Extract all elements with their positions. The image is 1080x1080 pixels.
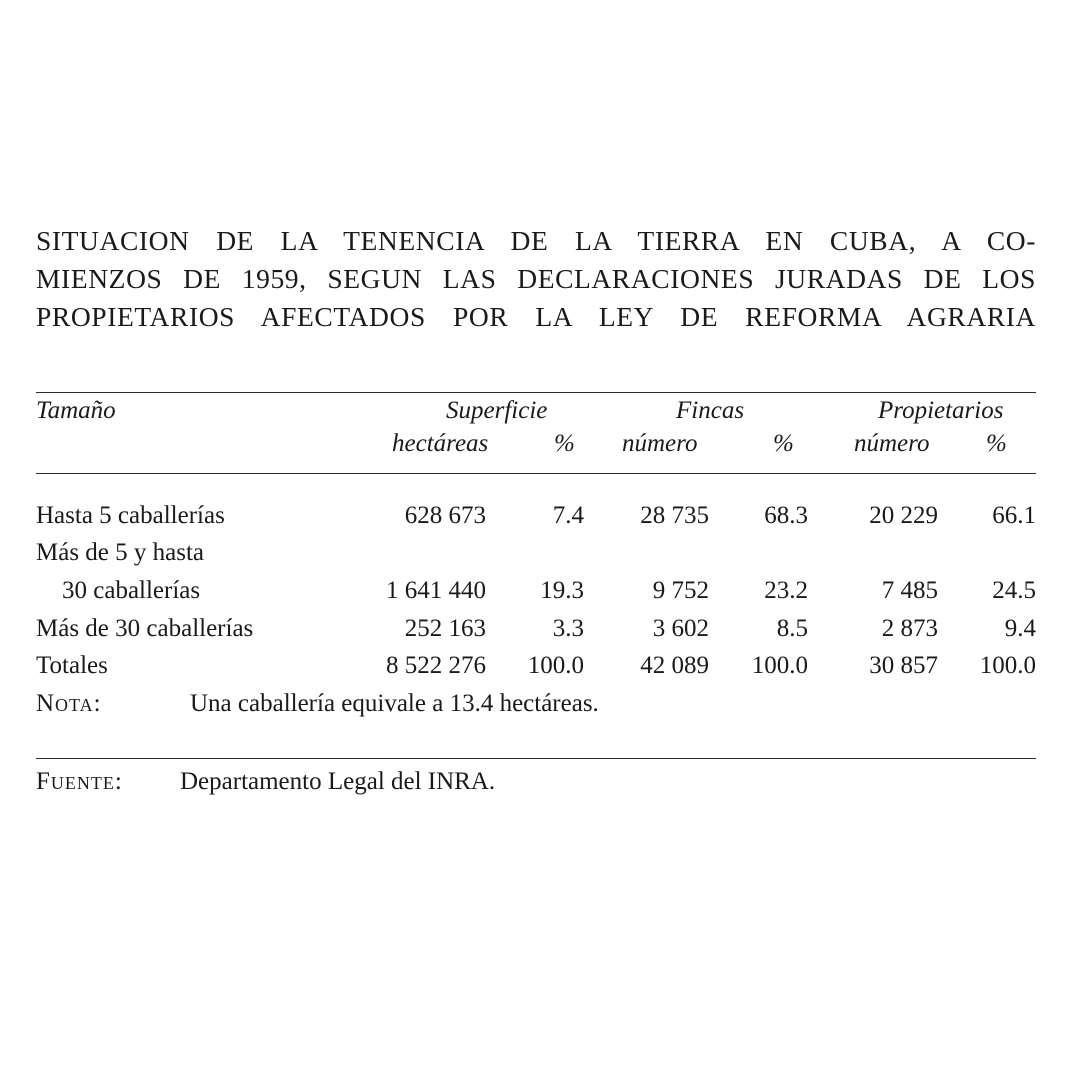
row-totales-propietarios-pct: 100.0 [979,652,1036,679]
row-3-superficie-pct: 3.3 [552,615,584,642]
row-2-propietarios-pct: 24.5 [992,577,1036,604]
fuente-text: Departamento Legal del INRA. [180,768,496,795]
table-bottom-rule [36,758,1036,759]
row-1-fincas-numero: 28 735 [640,502,709,529]
row-2-hectareas: 1 641 440 [386,577,486,604]
table-top-rule [36,392,1036,393]
header-superficie-pct: % [554,430,575,457]
table-title [36,222,1036,336]
row-3-fincas-pct: 8.5 [776,615,808,642]
row-1-superficie-pct: 7.4 [552,502,584,529]
row-totales-label: Totales [36,652,108,679]
title-line-3: PROPIETARIOS AFECTADOS POR LA LEY DE REFORMA AGRARIA [36,301,1036,332]
row-1-propietarios-numero: 20 229 [869,502,938,529]
row-2-propietarios-numero: 7 485 [881,577,938,604]
header-propietarios-numero: número [854,430,930,457]
header-tamano: Tamaño [36,397,116,424]
row-2-fincas-pct: 23.2 [764,577,808,604]
row-totales-superficie-pct: 100.0 [527,652,584,679]
title-line-1: SITUACION DE LA TENENCIA DE LA TIERRA EN CUBA, A CO- [36,225,1036,256]
row-3-hectareas: 252 163 [404,615,486,642]
row-3-propietarios-numero: 2 873 [881,615,938,642]
fuente-label: Fuente: [36,768,123,795]
row-totales-hectareas: 8 522 276 [386,652,486,679]
header-hectareas: hectáreas [392,430,489,457]
row-2-superficie-pct: 19.3 [540,577,584,604]
row-3-fincas-numero: 3 602 [652,615,709,642]
row-3-propietarios-pct: 9.4 [1004,615,1036,642]
header-fincas-numero: número [622,430,698,457]
nota-text: Una caballería equivale a 13.4 hectáreas. [190,690,599,717]
header-bottom-rule [36,473,1036,474]
row-totales-fincas-pct: 100.0 [751,652,808,679]
nota-label: Nota: [36,690,102,717]
title-line-2: MIENZOS DE 1959, SEGUN LAS DECLARACIONES JURADAS DE LOS [36,263,1036,294]
row-3-label: Más de 30 caballerías [36,615,254,642]
header-fincas-pct: % [773,430,794,457]
header-superficie: Superficie [446,397,548,424]
document-page [36,222,1036,795]
header-propietarios-pct: % [986,430,1007,457]
row-1-label: Hasta 5 caballerías [36,502,225,529]
row-totales-propietarios-numero: 30 857 [869,652,938,679]
header-propietarios: Propietarios [878,397,1004,424]
row-totales-fincas-numero: 42 089 [640,652,709,679]
row-2-label-continued: 30 caballerías [62,577,201,604]
row-1-fincas-pct: 68.3 [764,502,808,529]
row-2-label: Más de 5 y hasta [36,539,205,566]
row-1-hectareas: 628 673 [404,502,486,529]
header-fincas: Fincas [676,397,745,424]
row-2-fincas-numero: 9 752 [652,577,709,604]
row-1-propietarios-pct: 66.1 [992,502,1036,529]
